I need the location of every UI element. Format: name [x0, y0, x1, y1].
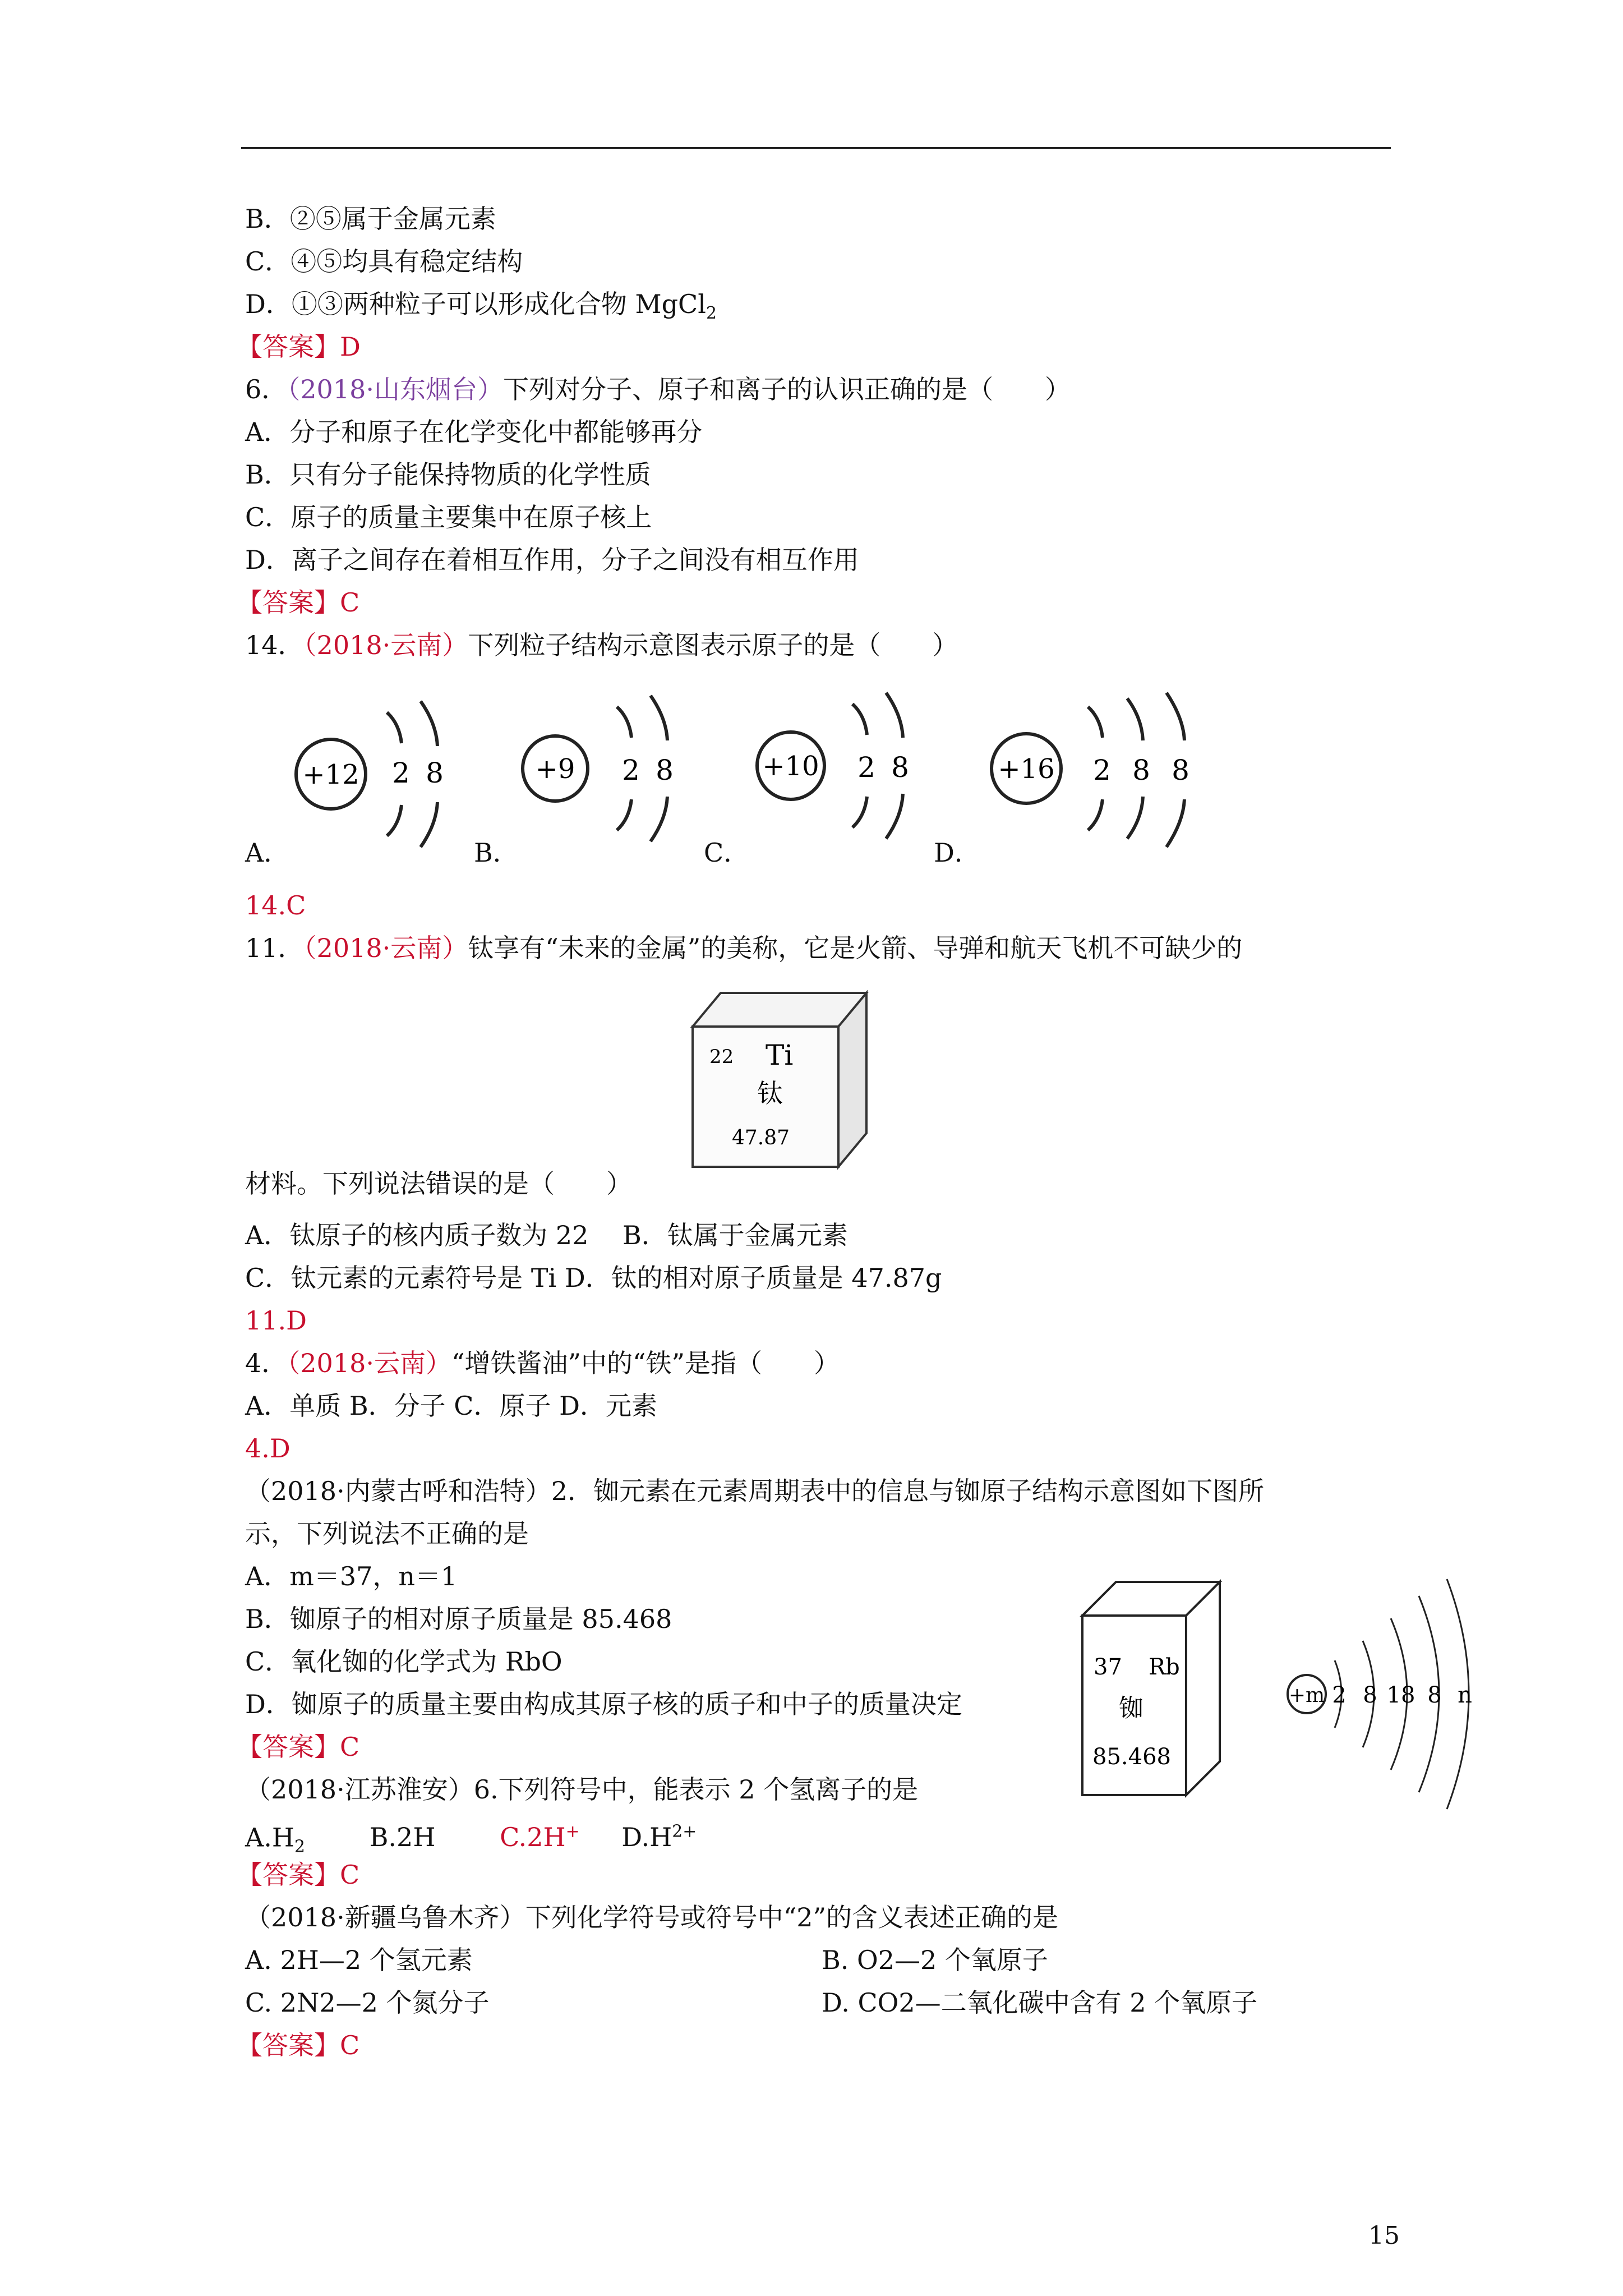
svg-text:8: 8	[426, 757, 444, 789]
question-14: 14．（2018·云南）下列粒子结构示意图表示原子的是（ ）	[245, 630, 958, 660]
svg-text:85.468: 85.468	[1092, 1744, 1171, 1770]
svg-text:Ti: Ti	[766, 1039, 794, 1071]
q14-answer: 14.C	[245, 890, 306, 921]
answer-4: 【答案】C	[237, 1860, 360, 1890]
question-2-line2: 示，下列说法不正确的是	[245, 1519, 529, 1549]
q6-option-b: B．只有分子能保持物质的化学性质	[245, 459, 651, 490]
answer-2: 【答案】C	[237, 587, 360, 618]
answer-5: 【答案】C	[237, 2030, 360, 2060]
q2-option-c: C．氧化铷的化学式为 RbO	[245, 1646, 562, 1677]
qx-option-a: A. 2H—2 个氢元素	[245, 1945, 473, 1975]
svg-text:2: 2	[1332, 1682, 1347, 1708]
svg-text:钛: 钛	[757, 1078, 783, 1108]
rubidium-structure-diagram	[1267, 1576, 1481, 1812]
svg-text:n: n	[1458, 1682, 1472, 1708]
svg-text:+9: +9	[535, 753, 575, 785]
q2-option-b: B．铷原子的相对原子质量是 85.468	[245, 1604, 672, 1634]
q11-text-cont: 材料。下列说法错误的是（ ）	[245, 1168, 632, 1199]
titanium-element-box	[687, 982, 878, 1172]
q14-label-d: D．	[934, 838, 980, 868]
q4-options: A．单质 B．分子 C．原子 D．元素	[245, 1391, 657, 1421]
question-2-line1: （2018·内蒙古呼和浩特）2．铷元素在元素周期表中的信息与铷原子结构示意图如下图所	[245, 1476, 1264, 1506]
q14-diagrams	[280, 690, 1234, 875]
svg-text:8: 8	[1132, 754, 1150, 786]
svg-text:2: 2	[622, 754, 640, 786]
q11-options-cd: C．钛元素的元素符号是 Ti D．钛的相对原子质量是 47.87g	[245, 1263, 942, 1293]
svg-text:2: 2	[392, 757, 410, 789]
qx-option-b: B. O2—2 个氧原子	[822, 1945, 1048, 1975]
option-c-line: C．④⑤均具有稳定结构	[245, 246, 523, 277]
svg-text:2: 2	[1093, 754, 1111, 786]
q14-label-c: C．	[704, 838, 750, 868]
option-b-line: B．②⑤属于金属元素	[245, 204, 496, 234]
svg-text:+10: +10	[762, 751, 819, 782]
question-6b: （2018·江苏淮安）6.下列符号中，能表示 2 个氢离子的是	[245, 1774, 919, 1805]
svg-text:8: 8	[656, 754, 674, 786]
question-x: （2018·新疆乌鲁木齐）下列化学符号或符号中“2”的含义表述正确的是	[245, 1902, 1058, 1932]
qx-option-c: C. 2N2—2 个氮分子	[245, 1987, 490, 2018]
question-4: 4．（2018·云南）“增铁酱油”中的“铁”是指（ ）	[245, 1348, 840, 1378]
svg-text:+16: +16	[998, 753, 1055, 785]
svg-text:+m: +m	[1288, 1684, 1325, 1707]
answer-3: 【答案】C	[237, 1732, 360, 1762]
svg-text:8: 8	[1427, 1682, 1442, 1708]
svg-text:8: 8	[1363, 1682, 1377, 1708]
option-d-line: D．①③两种粒子可以形成化合物 MgCl$_2$	[245, 289, 717, 324]
q6-option-a: A．分子和原子在化学变化中都能够再分	[245, 417, 703, 447]
question-6: 6．（2018·山东烟台）下列对分子、原子和离子的认识正确的是（ ）	[245, 374, 1071, 404]
q2-option-a: A．m＝37，n＝1	[245, 1561, 458, 1591]
q11-answer: 11.D	[245, 1305, 307, 1336]
svg-text:8: 8	[1172, 754, 1189, 786]
svg-text:37: 37	[1094, 1654, 1122, 1680]
diagram-a	[296, 701, 444, 847]
page-number: 15	[1368, 2221, 1400, 2250]
svg-text:22: 22	[709, 1046, 734, 1068]
svg-text:18: 18	[1386, 1682, 1415, 1708]
q14-label-b: B．	[474, 838, 519, 868]
svg-text:+12: +12	[302, 759, 359, 790]
answer-1: 【答案】D	[237, 332, 361, 362]
q4-answer: 4.D	[245, 1433, 291, 1464]
svg-text:铷: 铷	[1119, 1694, 1144, 1723]
svg-text:47.87: 47.87	[732, 1126, 790, 1149]
svg-text:2: 2	[857, 751, 875, 784]
header-rule	[241, 147, 1391, 149]
qx-option-d: D. CO2—二氧化碳中含有 2 个氧原子	[822, 1987, 1258, 2018]
rubidium-element-box	[1077, 1576, 1234, 1801]
q2-option-d: D．铷原子的质量主要由构成其原子核的质子和中子的质量决定	[245, 1689, 962, 1719]
svg-text:Rb: Rb	[1149, 1654, 1180, 1680]
svg-text:8: 8	[891, 751, 909, 784]
q14-label-a: A．	[245, 838, 290, 868]
diagram-d	[992, 693, 1189, 847]
q6-option-c: C．原子的质量主要集中在原子核上	[245, 502, 652, 532]
question-11: 11．（2018·云南）钛享有“未来的金属”的美称，它是火箭、导弹和航天飞机不可缺少的	[245, 933, 1243, 963]
diagram-b	[523, 696, 674, 841]
q11-options-ab: A．钛原子的核内质子数为 22 B．钛属于金属元素	[245, 1220, 848, 1250]
diagram-c	[757, 693, 909, 839]
q6-option-d: D．离子之间存在着相互作用，分子之间没有相互作用	[245, 545, 859, 575]
q6b-options: $A.H_2$ B.2H C.2H+ $D.H^{2+}$	[245, 1822, 697, 1857]
